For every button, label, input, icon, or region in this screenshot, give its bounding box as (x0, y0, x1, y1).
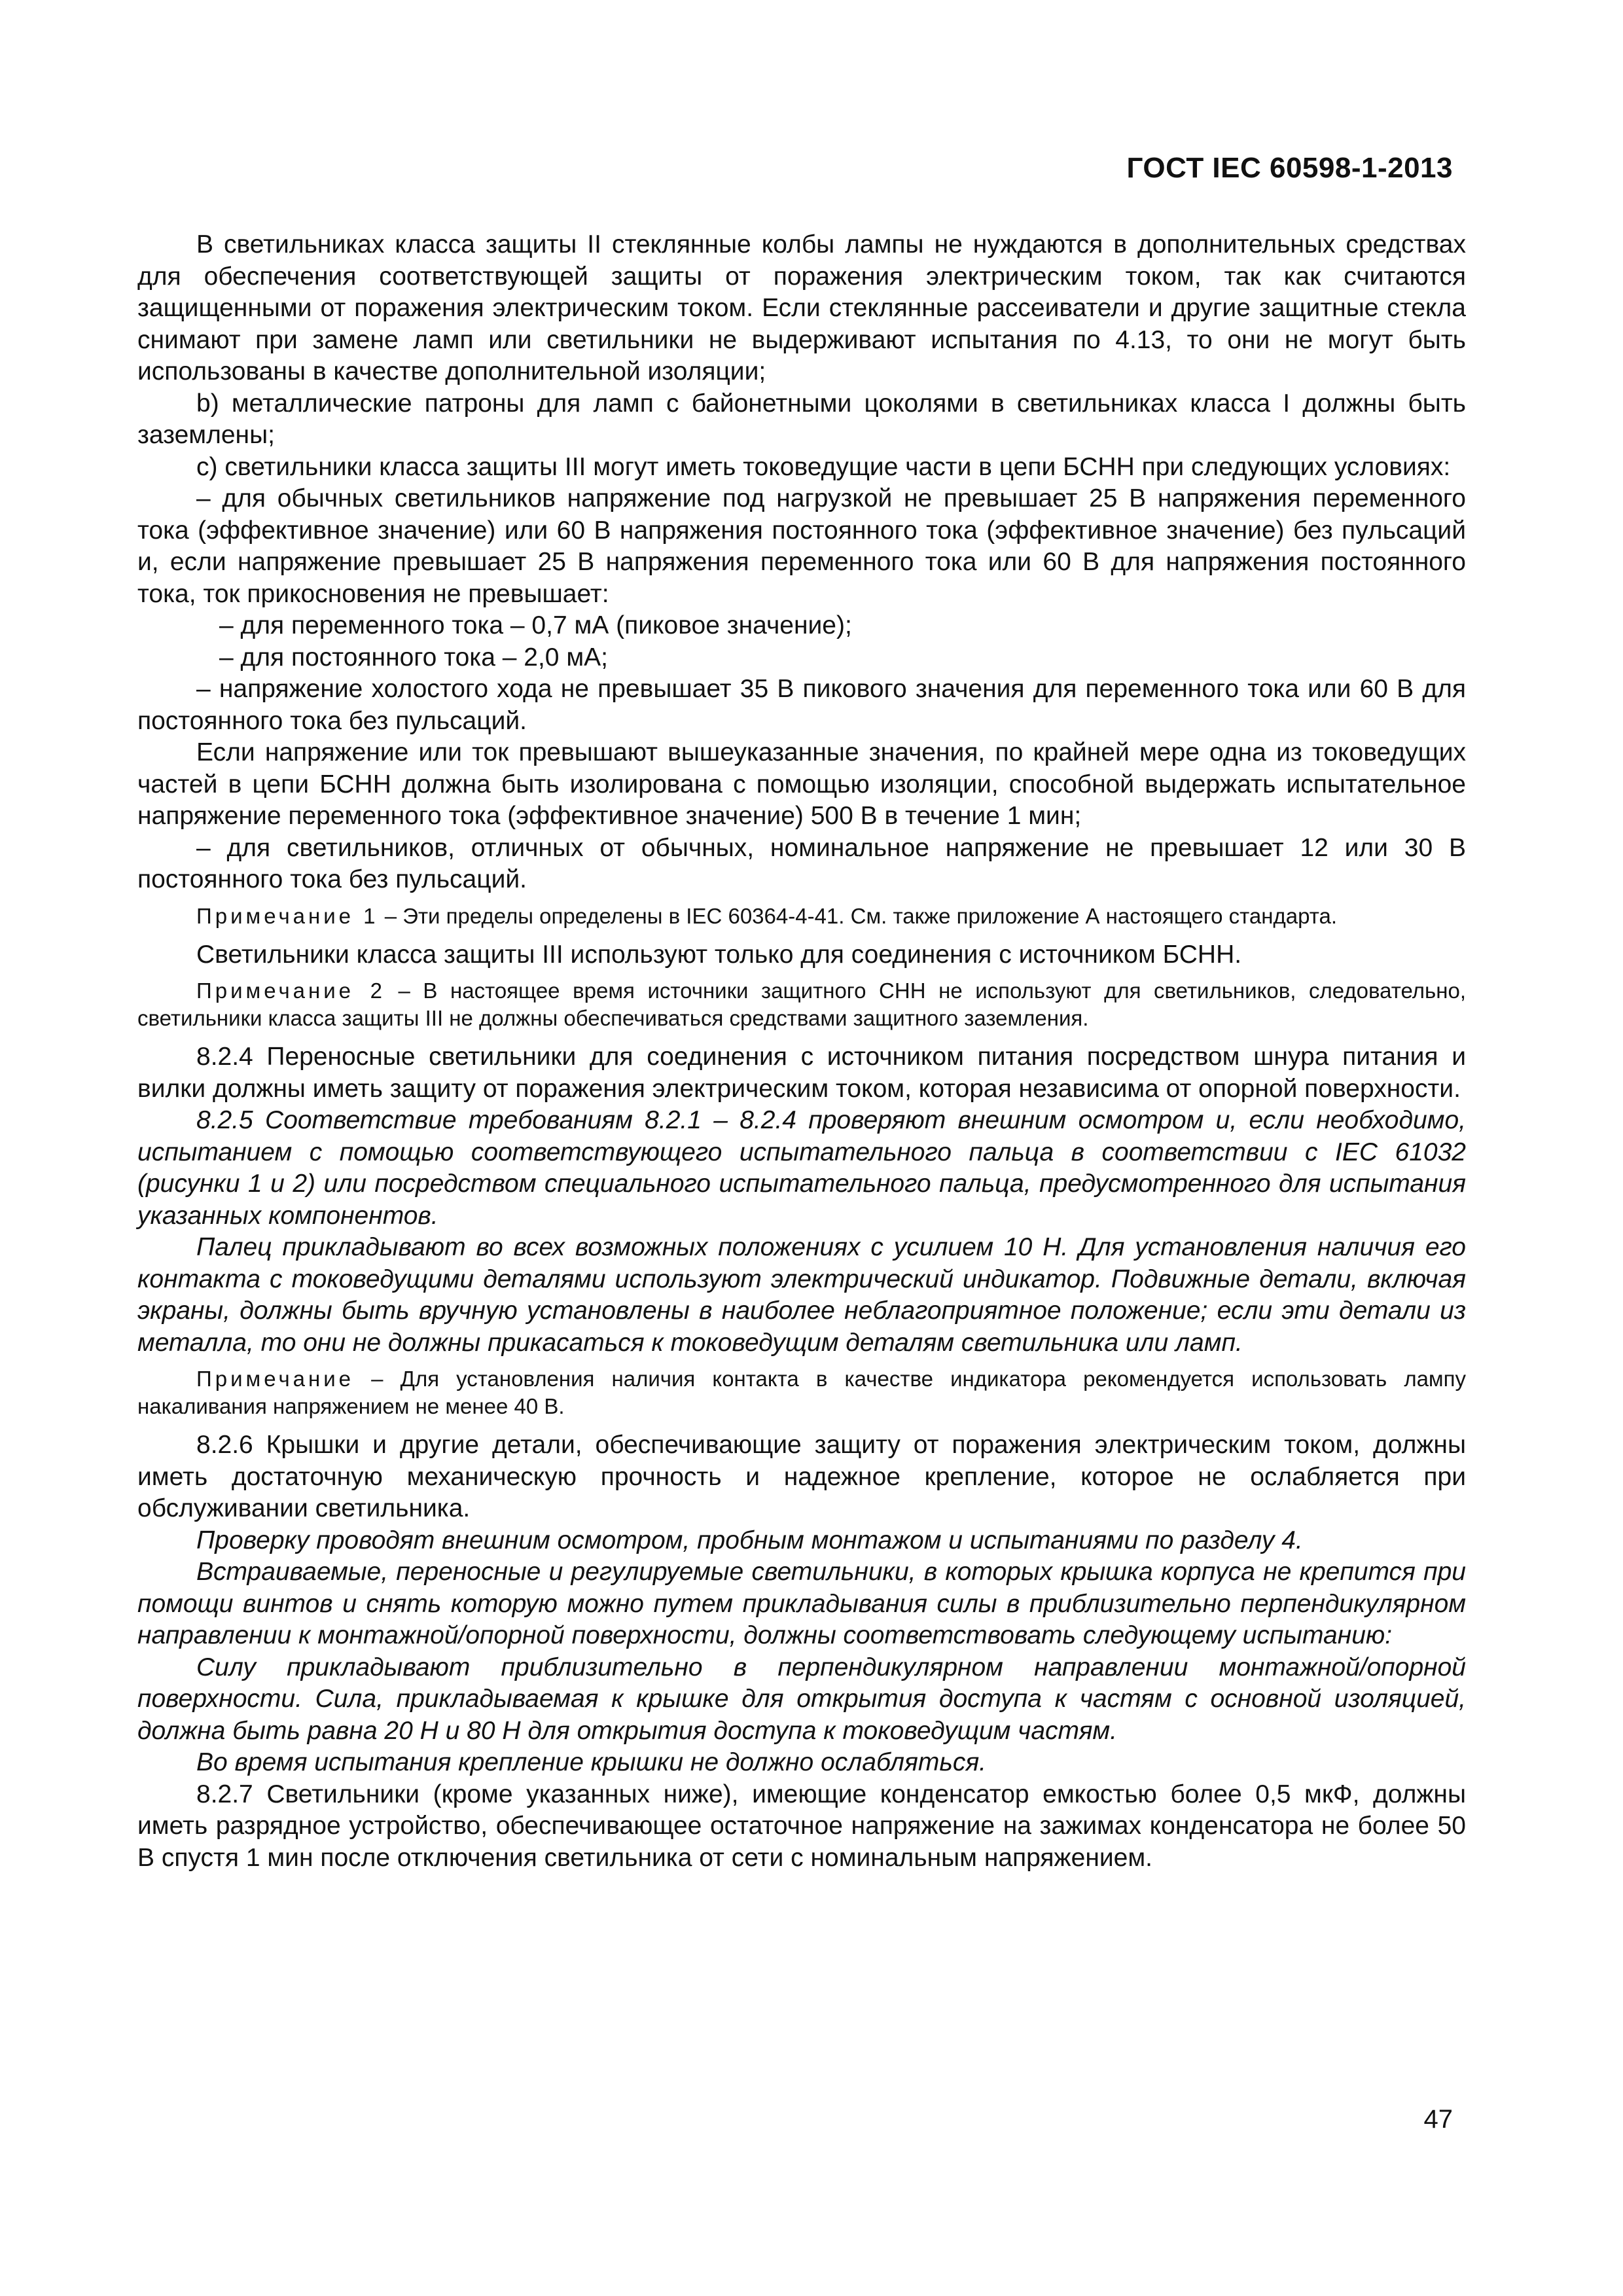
list-item: – для обычных светильников напряжение под нагрузкой не превышает 25 В напряжения переменного тока (эффективное значение) или 60 В напряжения постоянного тока (эффективное значение) без пульсаций и, если напряжение превышает 25 В напряжения переменного тока или 60 В для напряжения постоянного тока, ток прикосновения не превышает: (137, 484, 1466, 608)
clause-8-2-6: 8.2.6 Крышки и другие детали, обеспечивающие защиту от поражения электрическим током, должны иметь достаточную механическую прочность и надежное крепление, которое не ослабляется при обслуживании светильника. (137, 1431, 1466, 1522)
note (137, 1365, 1466, 1420)
paragraph: В светильниках класса защиты II стеклянные колбы лампы не нуждаются в дополнительных средствах для обеспечения соответствующей защиты от поражения электрическим током, так как считаются защищенными от поражения электрическим током. Если стеклянные рассеиватели и другие защитные стекла снимают при замене ламп или светильники не выдерживают испытания по 4.13, то они не могут быть использованы в качестве дополнительной изоляции; (137, 230, 1466, 386)
paragraph: Если напряжение или ток превышают вышеуказанные значения, по крайней мере одна из токоведущих частей в цепи БСНН должна быть изолирована с помощью изоляции, способной выдержать испытательное напряжение переменного тока (эффективное значение) 500 В в течение 1 мин; (137, 738, 1466, 830)
page-number: 47 (1423, 2105, 1453, 2134)
paragraph: Проверку проводят внешним осмотром, пробным монтажом и испытаниями по разделу 4. (196, 1526, 1303, 1554)
document-body (137, 229, 1466, 1874)
paragraph: Силу прикладывают приблизительно в перпендикулярном направлении монтажной/опорной поверхности. Сила, прикладываемая к крышке для открытия доступа к частям с основной изоляцией, должна быть равна 20 Н и 80 Н для открытия доступа к токоведущим частям. (137, 1653, 1466, 1745)
paragraph: Встраиваемые, переносные и регулируемые светильники, в которых крышка корпуса не крепится при помощи винтов и снять которую можно путем прикладывания силы в приблизительно перпендикулярном направлении к монтажной/опорной поверхности, должны соответствовать следующему испытанию: (137, 1558, 1466, 1649)
document-number: ГОСТ IEC 60598-1-2013 (1126, 152, 1453, 184)
note-label: Примечание (196, 1367, 355, 1391)
paragraph: Палец прикладывают во всех возможных положениях с усилием 10 Н. Для установления наличия его контакта с токоведущими деталями используют электрический индикатор. Подвижные детали, включая экраны, должны быть вручную установлены в наиболее неблагоприятное положение; если эти детали из металла, то они не должны прикасаться к токоведущим деталям светильника или ламп. (137, 1233, 1466, 1357)
note-text: – Для установления наличия контакта в качестве индикатора рекомендуется использовать лампу накаливания напряжением не менее 40 В. (137, 1367, 1466, 1418)
clause-8-2-7: 8.2.7 Светильники (кроме указанных ниже), имеющие конденсатор емкостью более 0,5 мкФ, должны иметь разрядное устройство, обеспечивающее остаточное напряжение на зажимах конденсатора не более 50 В спустя 1 мин после отключения светильника от сети с номинальным напряжением. (137, 1780, 1466, 1872)
paragraph: Во время испытания крепление крышки не должно ослабляться. (196, 1748, 987, 1776)
note-text: – Эти пределы определены в IEC 60364-4-41. См. также приложение А настоящего стандарта. (378, 903, 1337, 928)
list-item: c) светильники класса защиты III могут иметь токоведущие части в цепи БСНН при следующих условиях: (196, 452, 1451, 481)
clause-8-2-5: 8.2.5 Соответствие требованиям 8.2.1 – 8.2.4 проверяют внешним осмотром и, если необходимо, испытанием с помощью соответствующего испытательного пальца в соответствии с IEC 61032 (рисунки 1 и 2) или посредством специального испытательного пальца, предусмотренного для испытания указанных компонентов. (137, 1106, 1466, 1230)
list-item: – для светильников, отличных от обычных, номинальное напряжение не превышает 12 или 30 В постоянного тока без пульсаций. (137, 833, 1466, 893)
paragraph: Светильники класса защиты III используют только для соединения с источником БСНН. (196, 940, 1242, 969)
note-text: – В настоящее время источники защитного СНН не используют для светильников, следовательно, светильники класса защиты III не должны обеспечиваться средствами защитного заземления. (137, 978, 1466, 1030)
note-label: Примечание 1 (196, 903, 379, 928)
list-item: – для переменного тока – 0,7 мА (пиковое значение); (219, 611, 852, 639)
note (137, 977, 1466, 1032)
list-item: – для постоянного тока – 2,0 мА; (219, 643, 608, 672)
note-label: Примечание 2 (196, 978, 385, 1003)
list-item: b) металлические патроны для ламп с байонетными цоколями в светильниках класса I должны быть заземлены; (137, 389, 1466, 449)
list-item: – напряжение холостого хода не превышает 35 В пикового значения для переменного тока или 60 В для постоянного тока без пульсаций. (137, 675, 1466, 735)
note (137, 903, 1466, 930)
clause-8-2-4: 8.2.4 Переносные светильники для соединения с источником питания посредством шнура питания и вилки должны иметь защиту от поражения электрическим током, которая независима от опорной поверхности. (137, 1043, 1466, 1103)
